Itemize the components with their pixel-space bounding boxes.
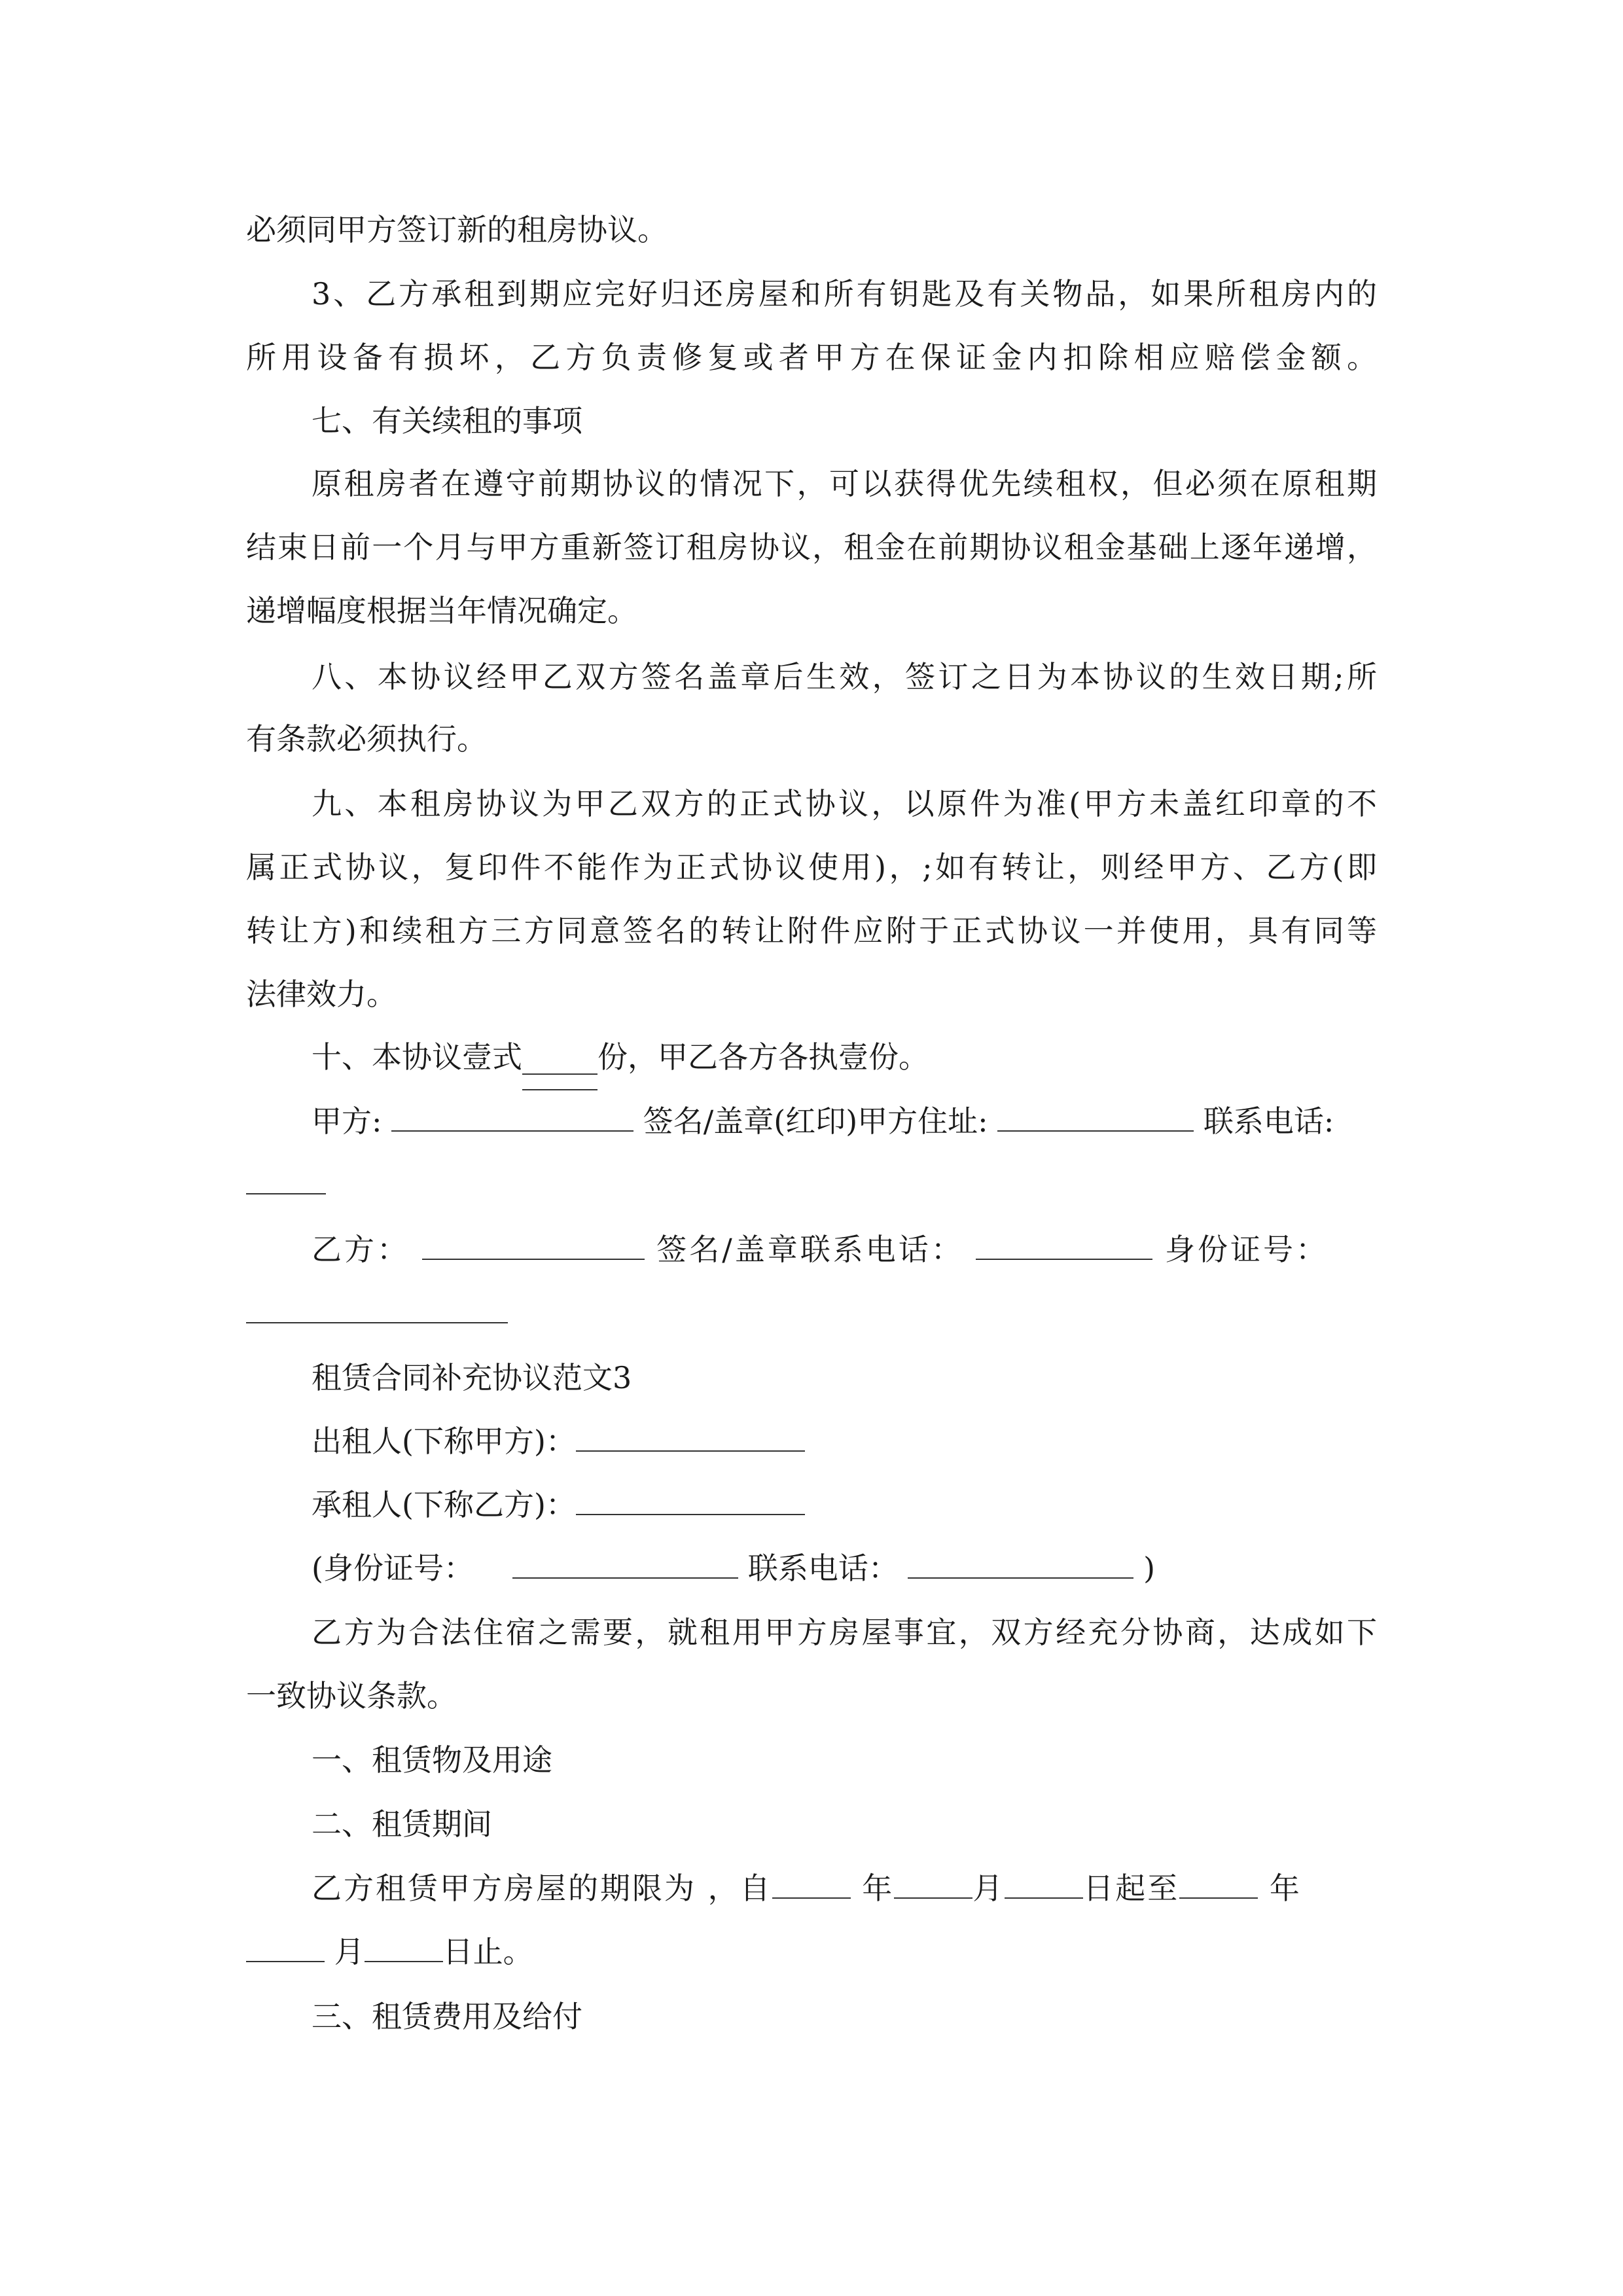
text-line-1: 必须同甲方签订新的租房协议。 — [246, 212, 668, 247]
party-a-sign-label: 签名/盖章(红印)甲方住址: — [643, 1103, 988, 1139]
party-b-line — [312, 1217, 1377, 1282]
party-b-sign-label: 签名/盖章联系电话： — [656, 1232, 964, 1267]
text-line-3: 所用设备有损坏，乙方负责修复或者甲方在保证金内扣除相应赔偿金额。 — [246, 340, 1377, 375]
party-b-id-blank — [246, 1284, 508, 1323]
text-line-13: 法律效力。 — [246, 977, 397, 1012]
phone-label: 联系电话： — [747, 1551, 899, 1586]
party-b-label: 乙方： — [312, 1232, 410, 1267]
copies-blank: _____ — [522, 1025, 597, 1090]
start-month-blank — [894, 1859, 972, 1899]
text-line-8: 八、本协议经甲乙双方签名盖章后生效，签订之日为本协议的生效日期;所 — [312, 659, 1377, 694]
start-year-blank — [772, 1859, 851, 1899]
text-line-10: 九、本租房协议为甲乙双方的正式协议，以原件为准(甲方未盖红印章的不 — [312, 786, 1377, 821]
period-prefix: 乙方租赁甲方房屋的期限为 ，自 — [312, 1871, 772, 1906]
period-year2: 年 — [1269, 1871, 1302, 1906]
section-heading-3: 三、租赁费用及给付 — [312, 1999, 582, 2034]
text-line-2: 3、乙方承租到期应完好归还房屋和所有钥匙及有关物品，如果所租房内的 — [312, 276, 1377, 312]
lessor-blank — [576, 1412, 805, 1452]
period-month1: 月 — [972, 1871, 1005, 1906]
lessee-blank — [576, 1476, 805, 1515]
period-year1: 年 — [862, 1871, 895, 1906]
text-line-12: 转让方)和续租方三方同意签名的转让附件应附于正式协议一并使用，具有同等 — [246, 913, 1377, 948]
copies-text-after: 份，甲乙各方各执壹份。 — [597, 1039, 929, 1075]
text-line-5: 原租房者在遵守前期协议的情况下，可以获得优先续租权，但必须在原租期 — [312, 466, 1377, 501]
start-day-blank — [1005, 1859, 1083, 1899]
end-month-blank — [246, 1923, 325, 1962]
lessor-line — [312, 1409, 1377, 1473]
intro-line-2: 一致协议条款。 — [246, 1678, 457, 1713]
lessee-line — [312, 1473, 1377, 1537]
period-month2: 月 — [334, 1934, 365, 1969]
id-label: (身份证号： — [312, 1551, 474, 1586]
text-line-9: 有条款必须执行。 — [246, 721, 487, 757]
page-title: 租赁合同补充协议范文3 — [312, 1360, 632, 1395]
intro-line-1: 乙方为合法住宿之需要，就租用甲方房屋事宜，双方经充分协商，达成如下 — [312, 1615, 1377, 1650]
party-a-phone-line — [246, 1152, 1377, 1216]
id-close: ) — [1143, 1551, 1156, 1586]
end-day-blank — [365, 1923, 443, 1962]
party-a-phone-blank — [246, 1155, 326, 1194]
section-heading-2: 二、租赁期间 — [312, 1806, 492, 1842]
period-line-2 — [246, 1920, 1377, 1984]
period-day1: 日起至 — [1083, 1871, 1180, 1906]
copies-text-before: 十、本协议壹式 — [312, 1039, 522, 1075]
party-a-address-blank — [997, 1092, 1194, 1132]
period-line — [312, 1856, 1377, 1920]
party-b-phone-blank — [976, 1221, 1152, 1260]
party-b-id-label: 身份证号： — [1165, 1232, 1329, 1267]
lessor-label: 出租人(下称甲方)： — [312, 1424, 576, 1459]
text-line-7: 递增幅度根据当年情况确定。 — [246, 593, 637, 628]
copies-line — [312, 1025, 1377, 1089]
id-blank — [512, 1539, 738, 1579]
lessee-label: 承租人(下称乙方)： — [312, 1487, 576, 1522]
party-b-name-blank — [422, 1221, 645, 1260]
party-b-id-line — [246, 1281, 1377, 1345]
party-a-phone-label: 联系电话: — [1203, 1103, 1334, 1139]
phone-blank — [908, 1539, 1133, 1579]
id-phone-line — [312, 1536, 1377, 1600]
text-line-6: 结束日前一个月与甲方重新签订租房协议，租金在前期协议租金基础上逐年递增， — [246, 529, 1377, 565]
party-a-line — [312, 1089, 1377, 1153]
period-day2: 日止。 — [442, 1934, 533, 1969]
party-a-name-blank — [391, 1092, 633, 1132]
end-year-blank — [1179, 1859, 1258, 1899]
text-line-11: 属正式协议，复印件不能作为正式协议使用)，;如有转让，则经甲方、乙方(即 — [246, 850, 1377, 885]
party-a-label: 甲方: — [312, 1103, 382, 1139]
section-heading-7: 七、有关续租的事项 — [312, 403, 582, 439]
section-heading-1: 一、租赁物及用途 — [312, 1742, 552, 1778]
